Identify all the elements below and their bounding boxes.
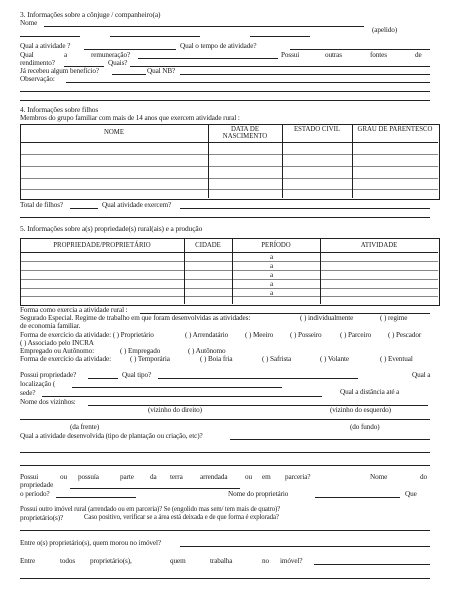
fontes-label: fontes — [370, 51, 387, 59]
th-cidade: CIDADE — [195, 242, 221, 249]
total-filhos-field[interactable] — [70, 208, 98, 209]
rem-c: remuneração? — [91, 51, 131, 59]
periodo-a: a — [270, 280, 274, 288]
apelido-label: (apelido) — [372, 26, 398, 34]
individual-option[interactable]: ( ) individualmente — [300, 314, 354, 322]
caso-field[interactable] — [20, 530, 430, 531]
forma-label: Forma como exercia a atividade rural : — [20, 306, 128, 314]
que-label: Que — [405, 490, 417, 498]
atividade-desenv-label: Qual a atividade desenvolvida (tipo de plantação ou criação, etc)? — [20, 432, 203, 440]
eventual-option[interactable]: ( ) Eventual — [380, 355, 413, 363]
possui-parte-g: arrendada — [200, 473, 228, 481]
vizinho-esquerdo: (vizinho do esquerdo) — [330, 406, 391, 414]
total-filhos-label: Total de filhos? — [20, 201, 64, 209]
possui-parte-d: parte — [120, 473, 134, 481]
tempo-label: Qual o tempo de atividade? — [180, 42, 257, 50]
table-row[interactable] — [20, 154, 438, 155]
section5-title: 5. Informações sobre a(s) propriedade(s) rural(ais) e a produção — [20, 224, 203, 233]
tempo-field[interactable] — [290, 49, 430, 50]
forma-exercicio2-label: Forma de exercício da atividade: — [20, 355, 111, 363]
do-label: do — [420, 473, 427, 481]
qual-tipo-label: Qual tipo? — [122, 371, 152, 379]
safrista-option[interactable]: ( ) Safrista — [262, 355, 292, 363]
atividade-desenv-field[interactable] — [230, 439, 430, 440]
col-divider — [352, 124, 353, 198]
qual-nb-label: Qual NB? — [147, 67, 176, 75]
entre-todos-e: trabalha — [210, 557, 233, 565]
possui-parte-j: parceria? — [285, 473, 311, 481]
blank-line — [20, 36, 80, 37]
rendimento-label: rendimento? — [20, 59, 55, 67]
nome-do-label: Nome — [370, 473, 388, 481]
header-divider — [20, 142, 438, 143]
th-periodo: PERÍODO — [261, 242, 291, 249]
atividade-desenv-line-2[interactable] — [20, 452, 430, 453]
table-row[interactable] — [20, 178, 438, 179]
blank-line — [250, 36, 310, 37]
boia-fria-option[interactable]: ( ) Boia fria — [200, 355, 233, 363]
table-row[interactable] — [20, 279, 438, 280]
entre-field[interactable] — [180, 546, 430, 547]
temporaria-option[interactable]: ( ) Temporária — [130, 355, 170, 363]
possui-parte-b: ou — [60, 473, 67, 481]
localizacao-label: localização ( — [20, 380, 56, 388]
qual-atividade-label: Qual atividade exercem? — [102, 201, 172, 209]
rem-a: Qual — [20, 51, 34, 59]
atividade-line-2[interactable] — [20, 217, 430, 218]
table-row[interactable] — [20, 189, 438, 190]
regime-option[interactable]: ( ) regime — [380, 314, 408, 322]
vizinhos-line-2[interactable] — [20, 419, 430, 420]
periodo-a: a — [270, 253, 274, 261]
table-row[interactable] — [20, 261, 438, 262]
autonomo-option[interactable]: ( ) Autônomo — [188, 347, 226, 355]
nome-label: Nome — [20, 19, 38, 27]
propriedade-tiver-label: proprietário(s)? — [20, 514, 64, 522]
empregado-label: Empregado ou Autônomo: — [20, 347, 95, 355]
atividade-field[interactable] — [84, 49, 176, 50]
th-estado-civil: ESTADO CIVIL — [293, 126, 341, 133]
th-propriedade: PROPRIEDADE/PROPRIETÁRIO — [53, 242, 151, 249]
table-row[interactable] — [20, 288, 438, 289]
entre-todos-a: Entre — [20, 557, 36, 565]
quais-label: Quais? — [108, 59, 128, 67]
th-grau-parentesco: GRAU DE PARENTESCO — [357, 126, 433, 133]
propriedade-field[interactable] — [70, 488, 240, 489]
remuneracao-field[interactable] — [138, 58, 278, 59]
periodo-a: a — [270, 262, 274, 270]
outras-label: outras — [325, 51, 342, 59]
economia-label: de economia familiar. — [20, 322, 81, 330]
possui-parte-e: da — [150, 473, 157, 481]
section4-intro: Membros do grupo familiar com mais de 14 anos que exercem atividade rural : — [20, 114, 240, 122]
parceiro-option[interactable]: ( ) Parceiro — [340, 331, 372, 339]
qual-tipo-field[interactable] — [158, 378, 358, 379]
possui-parte-c: possuía — [78, 473, 99, 481]
qual-distancia-a: Qual a — [412, 371, 431, 379]
section4-title: 4. Informações sobre filhos — [20, 105, 99, 114]
periodo-a: a — [270, 271, 274, 279]
possui-parte-h: ou — [245, 473, 252, 481]
forma-exercicio-label: Forma de exercício da atividade: ( ) Proprietário — [20, 331, 154, 339]
rem-b: a — [64, 51, 68, 59]
qual-atividade-field[interactable] — [180, 208, 430, 209]
de-label: de — [415, 51, 422, 59]
nb-field[interactable] — [180, 74, 430, 75]
nome-proprietario-field[interactable] — [315, 497, 400, 498]
entre-todos-line-2[interactable] — [20, 578, 430, 579]
th-nome: NOME — [103, 129, 124, 136]
nome-field[interactable] — [44, 26, 364, 27]
table-row[interactable] — [20, 296, 438, 297]
vizinhos-label: Nome dos vizinhos: — [20, 398, 76, 406]
entre-todos-field[interactable] — [314, 564, 430, 565]
observacao-field[interactable] — [66, 82, 430, 83]
periodo-label: o período? — [20, 490, 50, 498]
imovel-rural-label: Possui outro imóvel rural (arrendado ou em parceria)? Se (engolido mas sem/ tem mais de quatro)? — [20, 506, 281, 513]
empregado-option[interactable]: ( ) Empregado — [120, 347, 161, 355]
sede-label: sede? — [20, 389, 36, 397]
periodo-a: a — [270, 289, 274, 297]
entre-todos-b: todos — [60, 557, 76, 565]
possui-parte-f: terra — [170, 473, 183, 481]
atividade-label: Qual a atividade ? — [20, 42, 71, 50]
entre-todos-d: quem — [170, 557, 186, 565]
entre-todos-f: no — [262, 557, 269, 565]
possui-propriedade-field[interactable] — [88, 378, 118, 379]
qual-distancia-b: Qual a distância até a — [340, 388, 400, 396]
possui-parte-a: Possui — [20, 473, 39, 481]
beneficio-label: Já recebeu algum benefício? — [20, 67, 99, 75]
th-data-nascimento: DATA DE NASCIMENTO — [222, 126, 268, 140]
pescador-option[interactable]: ( ) Pescador — [388, 331, 422, 339]
entre-label: Entre o(s) proprietário(s), quem morou no imóvel? — [20, 539, 162, 547]
atividade-desenv-line-3[interactable] — [20, 465, 430, 466]
volante-option[interactable]: ( ) Volante — [320, 355, 349, 363]
vizinho-fundo: (do fundo) — [350, 423, 380, 431]
section3-title: 3. Informações sobre a cônjuge / companheiro(a) — [20, 10, 161, 19]
observacao-line-3[interactable] — [20, 100, 430, 101]
incra-option[interactable]: ( ) Associado pelo INCRA — [20, 339, 94, 347]
periodo-field[interactable] — [56, 497, 136, 498]
entre-todos-c: proprietário(s), — [90, 557, 132, 565]
beneficio-field[interactable] — [112, 74, 146, 75]
entre-todos-g: imóvel? — [280, 557, 303, 565]
posseiro-option[interactable]: ( ) Posseiro — [290, 331, 322, 339]
sede-field[interactable] — [42, 396, 322, 397]
th-atividade: ATIVIDADE — [360, 242, 398, 249]
possui-label: Possui — [281, 51, 300, 59]
segurado-label: Segurado Especial. Regime de trabalho em que foram desenvolvidas as atividades: — [20, 314, 251, 322]
observacao-label: Observação: — [20, 75, 55, 83]
observacao-line-2[interactable] — [20, 91, 430, 92]
col-divider — [282, 124, 283, 198]
meeiro-option[interactable]: ( ) Meeiro — [245, 331, 274, 339]
table-row[interactable] — [20, 270, 438, 271]
header-divider — [20, 252, 438, 253]
possui-parte-i: em — [262, 473, 271, 481]
table-row[interactable] — [20, 166, 438, 167]
vizinho-frente: (da frente) — [70, 423, 100, 431]
blank-line — [110, 36, 200, 37]
possui-propriedade-label: Possui propriedade? — [20, 371, 77, 379]
caso-label: Caso positivo, verificar se a área está deixada e de que forma é explorada? — [84, 514, 279, 521]
arrendatario-option[interactable]: ( ) Arrendatário — [185, 331, 229, 339]
vizinho-direito: (vizinho do direito) — [148, 406, 202, 414]
localizacao-field[interactable] — [72, 387, 282, 388]
propriedade-label: propriedade — [20, 481, 54, 489]
nome-proprietario-label: Nome do proprietário — [228, 490, 289, 498]
